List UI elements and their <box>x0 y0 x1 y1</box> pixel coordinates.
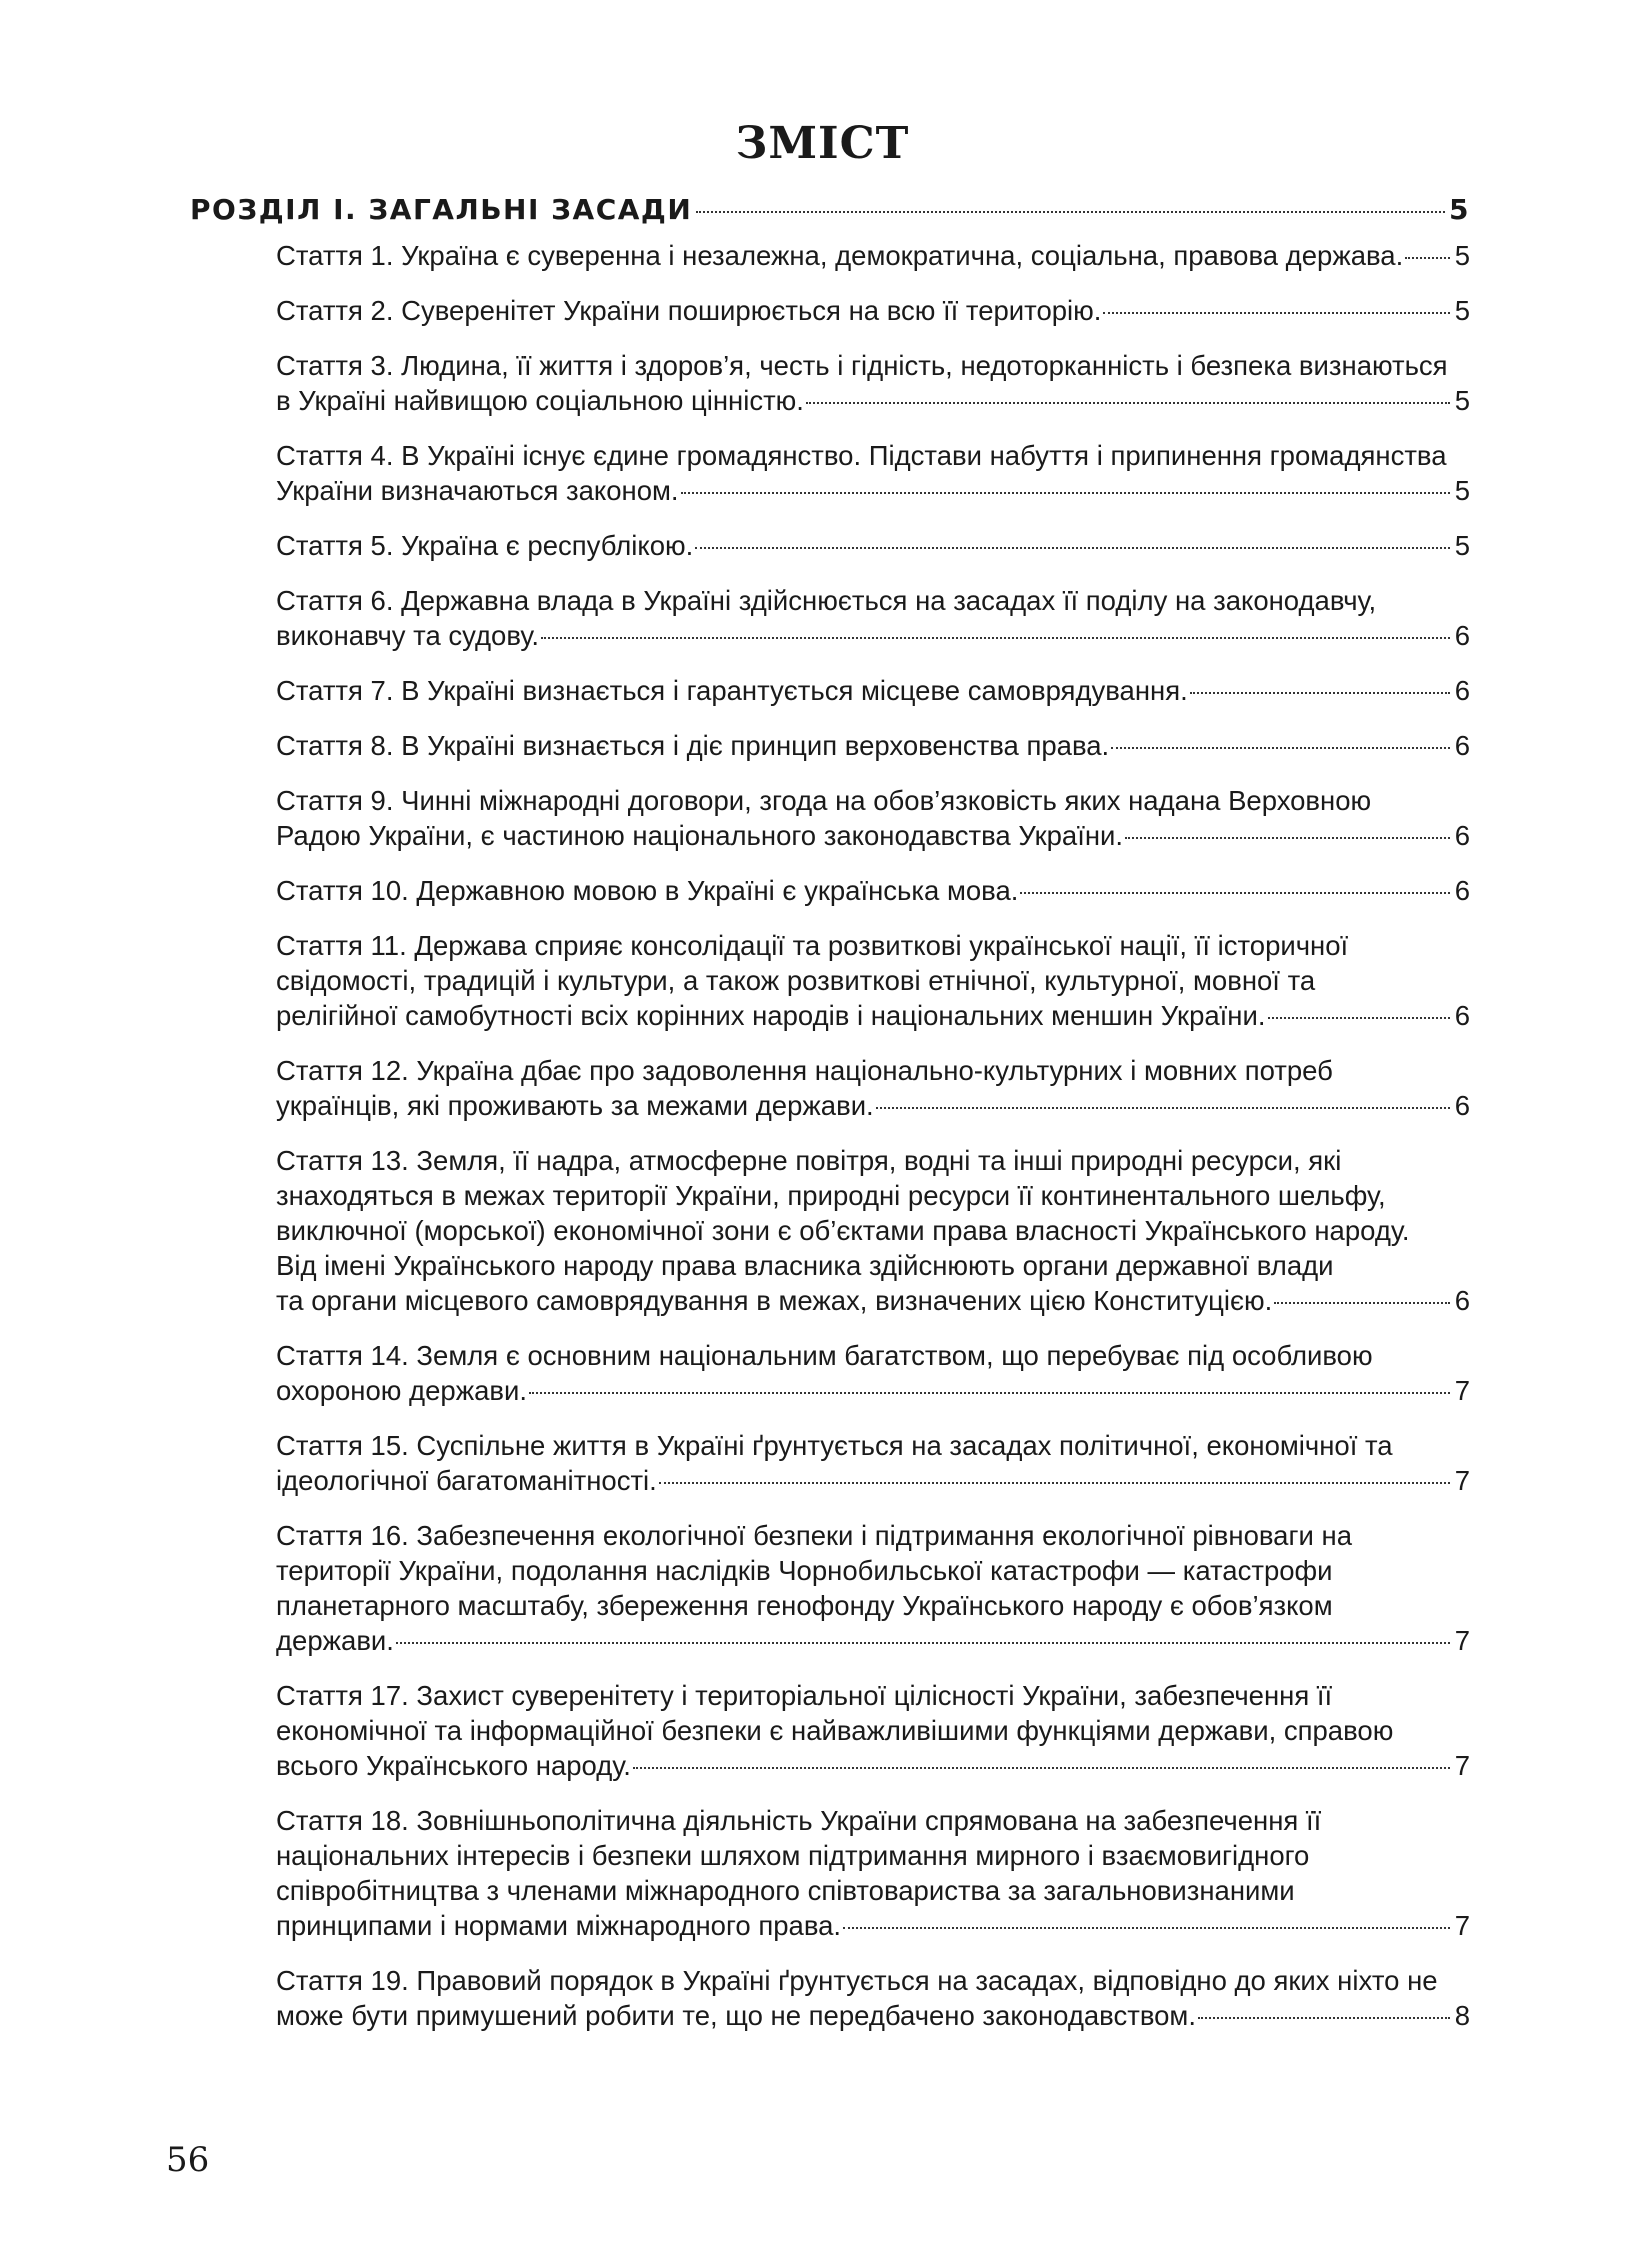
toc-entry-page-number: 5 <box>1454 475 1470 506</box>
toc-entry-text: виконавчу та судову. <box>276 620 539 651</box>
toc-entry-page-number: 8 <box>1454 2000 1470 2031</box>
toc-entry-text: України визначаються законом. <box>276 475 679 506</box>
toc-entry <box>276 1678 1470 1783</box>
toc-entry-text: Стаття 9. Чинні міжнародні договори, згода на обов’язковість яких надана Верховною <box>276 785 1372 816</box>
dot-leader <box>1125 837 1450 839</box>
toc-entry-last-line <box>276 873 1470 908</box>
toc-entry-last-line <box>276 728 1470 763</box>
toc-entry-last-line <box>276 1748 1470 1783</box>
toc-entry-text: Стаття 13. Земля, її надра, атмосферне повітря, водні та інші природні ресурси, які <box>276 1145 1342 1176</box>
dot-leader <box>876 1107 1450 1109</box>
toc-entry <box>276 1338 1470 1408</box>
section-page-number: 5 <box>1449 193 1470 226</box>
toc-entry-last-line <box>276 383 1470 418</box>
toc-entry <box>276 438 1470 508</box>
toc-entry-text: та органи місцевого самоврядування в межах, визначених цією Конституцією. <box>276 1285 1273 1316</box>
toc-entry-last-line <box>276 1463 1470 1498</box>
toc-entry-last-line <box>276 818 1470 853</box>
dot-leader <box>659 1482 1450 1484</box>
dot-leader <box>529 1392 1450 1394</box>
dot-leader <box>681 492 1450 494</box>
toc-entry-page-number: 6 <box>1454 730 1470 761</box>
toc-entry-text: може бути примушений робити те, що не передбачено законодавством. <box>276 2000 1196 2031</box>
toc-entry-text: охороною держави. <box>276 1375 527 1406</box>
dot-leader <box>541 637 1450 639</box>
dot-leader <box>1111 747 1450 749</box>
toc-entry-text: принципами і нормами міжнародного права. <box>276 1910 842 1941</box>
toc-entry-text: в Україні найвищою соціальною цінністю. <box>276 385 804 416</box>
toc-entry-text: Стаття 2. Суверенітет України поширюється на всю її територію. <box>276 295 1102 326</box>
toc-entry-last-line <box>276 238 1470 273</box>
toc-entry-text: держави. <box>276 1625 394 1656</box>
dot-leader <box>1405 257 1450 259</box>
toc-entry-text: Стаття 5. Україна є республікою. <box>276 530 694 561</box>
toc-entry-text: Стаття 18. Зовнішньополітична діяльність України спрямована на забезпечення її <box>276 1805 1322 1836</box>
toc-entry-page-number: 6 <box>1454 1000 1470 1031</box>
toc-entry-page-number: 6 <box>1454 820 1470 851</box>
dot-leader <box>806 402 1450 404</box>
toc-entry-page-number: 7 <box>1454 1910 1470 1941</box>
toc-entry-page-number: 5 <box>1454 295 1470 326</box>
toc-entry-page-number: 6 <box>1454 620 1470 651</box>
toc-entry-text: Стаття 17. Захист суверенітету і територіальної цілісності України, забезпечення її <box>276 1680 1333 1711</box>
toc-entry-text: Стаття 12. Україна дбає про задоволення національно-культурних і мовних потреб <box>276 1055 1333 1086</box>
dot-leader <box>633 1767 1450 1769</box>
toc-entry-last-line <box>276 1373 1470 1408</box>
toc-entry <box>276 673 1470 708</box>
toc-entry-text: Стаття 4. В Україні існує єдине громадянство. Підстави набуття і припинення громадянства <box>276 440 1447 471</box>
toc-entry-text: українців, які проживають за межами держави. <box>276 1090 874 1121</box>
toc-entry-text: планетарного масштабу, збереження генофонду Українського народу є обов’язком <box>276 1590 1333 1621</box>
toc-entry-last-line <box>276 618 1470 653</box>
toc-entry-text: національних інтересів і безпеки шляхом підтримання мирного і взаємовигідного <box>276 1840 1310 1871</box>
toc-entry <box>276 1803 1470 1943</box>
dot-leader <box>1103 312 1450 314</box>
toc-entry-last-line <box>276 1998 1470 2033</box>
toc-entry <box>276 293 1470 328</box>
toc-entry-page-number: 6 <box>1454 675 1470 706</box>
toc-entry-text: Стаття 3. Людина, її життя і здоров’я, честь і гідність, недоторканність і безпека визнаються <box>276 350 1448 381</box>
toc-entry <box>276 1428 1470 1498</box>
toc-entry <box>276 238 1470 273</box>
dot-leader <box>1190 692 1450 694</box>
section-label: РОЗДІЛ І. ЗАГАЛЬНІ ЗАСАДИ <box>190 193 693 226</box>
page-number: 56 <box>166 2140 210 2180</box>
toc-entry-page-number: 7 <box>1454 1465 1470 1496</box>
toc-entry-text: виключної (морської) економічної зони є об’єктами права власності Українського народу. <box>276 1215 1410 1246</box>
toc-entry-text: Стаття 11. Держава сприяє консолідації та розвиткові української нації, її історичної <box>276 930 1349 961</box>
toc-entry <box>276 928 1470 1033</box>
toc-entry-text: Стаття 1. Україна є суверенна і незалежна, демократична, соціальна, правова держава. <box>276 240 1404 271</box>
toc-entry-page-number: 6 <box>1454 1090 1470 1121</box>
section-heading <box>190 193 1470 226</box>
toc-entry-text: Стаття 14. Земля є основним національним багатством, що перебуває під особливою <box>276 1340 1373 1371</box>
toc-entry-last-line <box>276 673 1470 708</box>
toc-entry-last-line <box>276 1088 1470 1123</box>
toc-entry-last-line <box>276 1283 1470 1318</box>
toc-entry-text: свідомості, традицій і культури, а також розвиткові етнічної, культурної, мовної та <box>276 965 1316 996</box>
toc-entry <box>276 1518 1470 1658</box>
toc-entry-text: ідеологічної багатоманітності. <box>276 1465 657 1496</box>
toc-entry-text: Радою України, є частиною національного законодавства України. <box>276 820 1124 851</box>
dot-leader <box>1268 1017 1451 1019</box>
toc-entry-text: економічної та інформаційної безпеки є найважливішими функціями держави, справою <box>276 1715 1394 1746</box>
toc-entry <box>276 1053 1470 1123</box>
toc-entry <box>276 583 1470 653</box>
toc-entry-page-number: 6 <box>1454 1285 1470 1316</box>
toc-entry-text: релігійної самобутності всіх корінних народів і національних меншин України. <box>276 1000 1266 1031</box>
toc-entry-text: Від імені Українського народу права власника здійснюють органи державної влади <box>276 1250 1334 1281</box>
dot-leader <box>696 211 1445 213</box>
toc-entry-page-number: 7 <box>1454 1625 1470 1656</box>
toc-entry-last-line <box>276 293 1470 328</box>
toc-entry-text: Стаття 10. Державною мовою в Україні є українська мова. <box>276 875 1019 906</box>
toc-entry-text: всього Українського народу. <box>276 1750 631 1781</box>
toc-entry <box>276 528 1470 563</box>
toc-entry-text: Стаття 7. В Україні визнається і гарантується місцеве самоврядування. <box>276 675 1188 706</box>
dot-leader <box>1020 892 1450 894</box>
toc-entry-text: Стаття 16. Забезпечення екологічної безпеки і підтримання екологічної рівноваги на <box>276 1520 1352 1551</box>
dot-leader <box>396 1642 1450 1644</box>
toc-entry <box>276 783 1470 853</box>
dot-leader <box>1274 1302 1450 1304</box>
toc-entry-last-line <box>276 473 1470 508</box>
toc-entry <box>276 728 1470 763</box>
toc-entry-text: території України, подолання наслідків Чорнобильської катастрофи — катастрофи <box>276 1555 1333 1586</box>
toc-entry <box>276 873 1470 908</box>
toc-entry-page-number: 6 <box>1454 875 1470 906</box>
toc-entry-text: співробітництва з членами міжнародного співтовариства за загальновизнаними <box>276 1875 1295 1906</box>
dot-leader <box>695 547 1450 549</box>
toc-entry-text: Стаття 19. Правовий порядок в Україні ґрунтується на засадах, відповідно до яких ніхто не <box>276 1965 1438 1996</box>
toc-entry-page-number: 5 <box>1454 530 1470 561</box>
toc-entries <box>276 238 1470 2053</box>
page-title: ЗМІСТ <box>735 118 910 169</box>
toc-entry-last-line <box>276 1623 1470 1658</box>
toc-entry <box>276 348 1470 418</box>
toc-entry <box>276 1143 1470 1318</box>
toc-entry-page-number: 7 <box>1454 1750 1470 1781</box>
toc-entry-page-number: 5 <box>1454 385 1470 416</box>
toc-entry-last-line <box>276 528 1470 563</box>
toc-entry-last-line <box>276 1908 1470 1943</box>
toc-entry-page-number: 7 <box>1454 1375 1470 1406</box>
toc-entry-text: Стаття 8. В Україні визнається і діє принцип верховенства права. <box>276 730 1110 761</box>
toc-entry-page-number: 5 <box>1454 240 1470 271</box>
toc-entry-text: Стаття 6. Державна влада в Україні здійснюється на засадах її поділу на законодавчу, <box>276 585 1377 616</box>
dot-leader <box>843 1927 1450 1929</box>
toc-entry-text: Стаття 15. Суспільне життя в Україні ґрунтується на засадах політичної, економічної та <box>276 1430 1393 1461</box>
toc-entry-last-line <box>276 998 1470 1033</box>
toc-entry <box>276 1963 1470 2033</box>
toc-entry-text: знаходяться в межах території України, природні ресурси її континентального шельфу, <box>276 1180 1386 1211</box>
dot-leader <box>1198 2017 1450 2019</box>
